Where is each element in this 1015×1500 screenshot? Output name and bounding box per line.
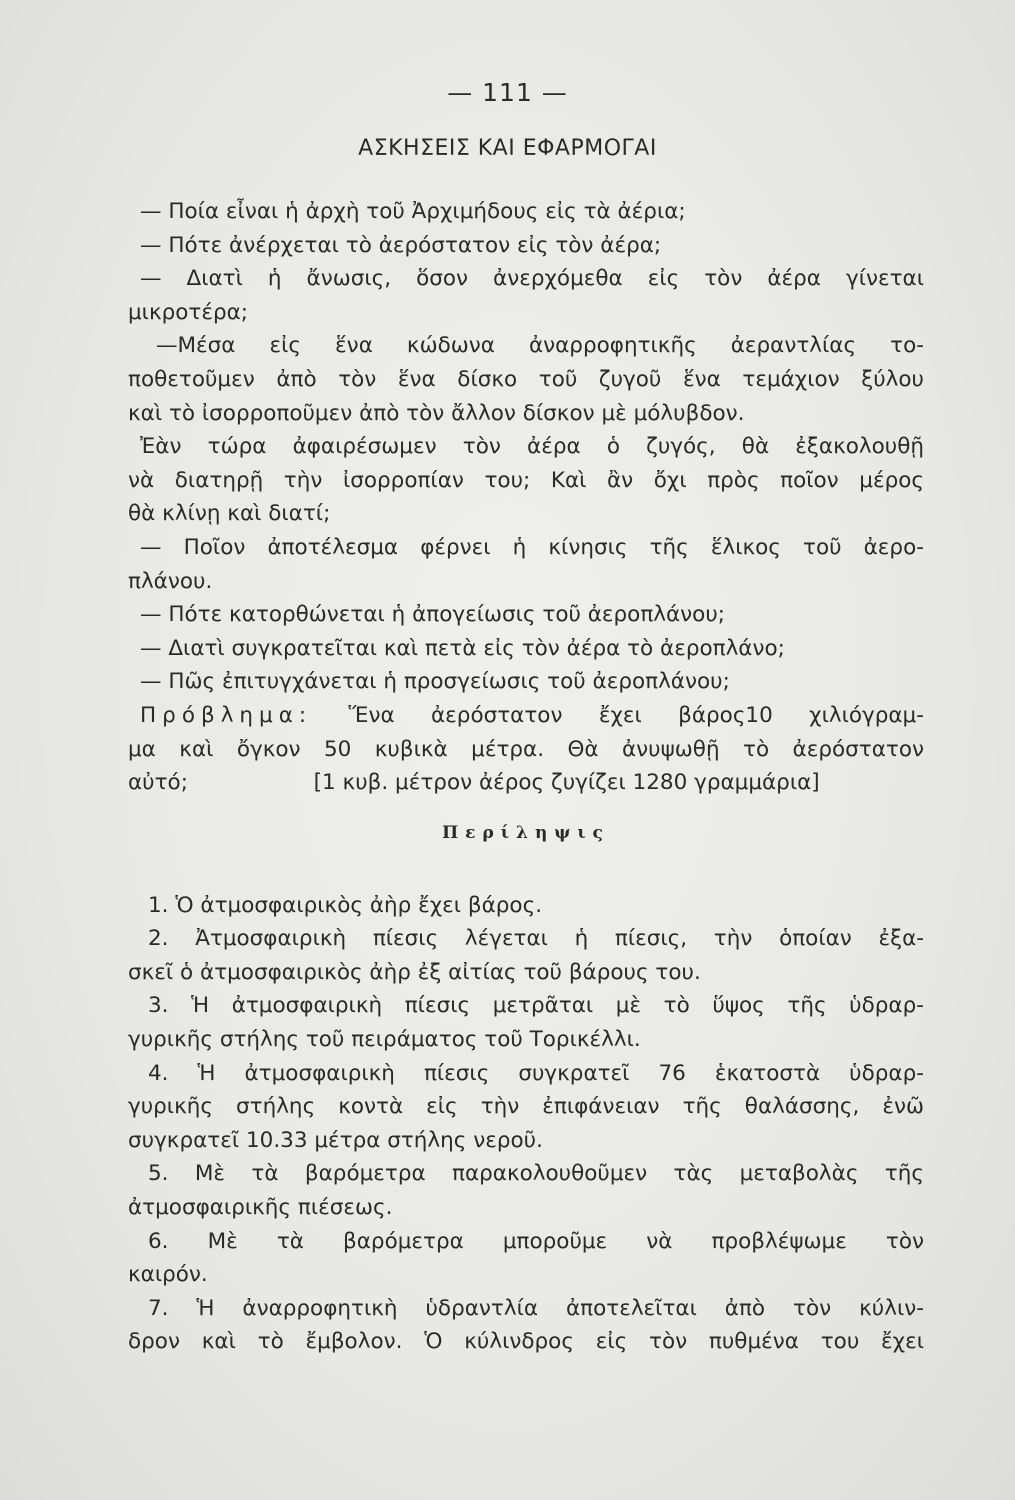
problem-note: [1 κυβ. μέτρον ἀέρος ζυγίζει 1280 γραμμάρια] (313, 770, 820, 796)
summary-line: 1. Ὁ ἀτμοσφαιρικὸς ἀὴρ ἔχει βάρος. (148, 892, 543, 918)
question-line: — Πότε ἀνέρχεται τὸ ἀερόστατον εἰς τὸν ἀέρα; (140, 232, 662, 258)
question-line: — Πῶς ἐπιτυγχάνεται ἡ προσγείωσις τοῦ ἀεροπλάνου; (140, 669, 730, 695)
problem-line-3 (128, 766, 924, 800)
question-line: Ἐὰν τώρα ἀφαιρέσωμεν τὸν ἀέρα ὁ ζυγός, θὰ ἐξακολουθῇ (140, 434, 924, 460)
problem-line-1 (128, 699, 924, 733)
question-line: πλάνου. (128, 568, 213, 594)
summary-title: Περίληψις (442, 822, 610, 843)
question-line: ποθετοῦμεν ἀπὸ τὸν ἕνα δίσκο τοῦ ζυγοῦ ἕνα τεμάχιον ξύλου (128, 366, 924, 392)
question-line: — Διατὶ ἡ ἄνωσις, ὅσον ἀνερχόμεθα εἰς τὸν ἀέρα γίνεται (140, 266, 924, 292)
problem-text: Ἕνα ἀερόστατον ἔχει βάρος10 χιλιόγραμ- (348, 702, 924, 728)
page-body (128, 195, 924, 1359)
question-line: — Ποῖον ἀποτέλεσμα φέρνει ἡ κίνησις τῆς ἕλικος τοῦ ἀερο- (140, 534, 924, 560)
problem-line-2: μα καὶ ὄγκον 50 κυβικὰ μέτρα. Θὰ ἀνυψωθῇ τὸ ἀερόστατον (128, 736, 924, 762)
summary-line: σκεῖ ὁ ἀτμοσφαιρικὸς ἀὴρ ἐξ αἰτίας τοῦ βάρους του. (128, 959, 701, 985)
question-line: — Πότε κατορθώνεται ἡ ἀπογείωσις τοῦ ἀεροπλάνου; (140, 602, 726, 628)
summary-line: καιρόν. (128, 1262, 208, 1288)
problem-label: Πρόβλημα: (140, 702, 313, 728)
summary-line: 2. Ἀτμοσφαιρικὴ πίεσις λέγεται ἡ πίεσις, τὴν ὁποίαν ἐξα- (148, 926, 924, 952)
summary-line: 7. Ἡ ἀναρροφητικὴ ὑδραντλία ἀποτελεῖται ἀπὸ τὸν κύλιν- (148, 1295, 924, 1321)
page-number: — 111 — (447, 78, 568, 107)
question-line: μικροτέρα; (128, 299, 249, 325)
question-line: νὰ διατηρῇ τὴν ἰσορροπίαν του; Καὶ ἂν ὄχι πρὸς ποῖον μέρος (128, 467, 924, 493)
summary-line: 5. Μὲ τὰ βαρόμετρα παρακολουθοῦμεν τὰς μεταβολὰς τῆς (148, 1161, 924, 1187)
summary-line: γυρικῆς στήλης κοντὰ εἰς τὴν ἐπιφάνειαν τῆς θαλάσσης, ἐνῶ (128, 1094, 924, 1120)
summary-line: δρον καὶ τὸ ἔμβολον. Ὁ κύλινδρος εἰς τὸν πυθμένα του ἔχει (128, 1329, 924, 1355)
summary-line: 4. Ἡ ἀτμοσφαιρικὴ πίεσις συγκρατεῖ 76 ἑκατοστὰ ὑδραρ- (148, 1060, 924, 1086)
problem-text: αὐτό; (128, 770, 188, 796)
question-line: — Ποία εἶναι ἡ ἀρχὴ τοῦ Ἀρχιμήδους εἰς τὰ ἀέρια; (140, 199, 686, 224)
summary-line: 3. Ἡ ἀτμοσφαιρικὴ πίεσις μετρᾶται μὲ τὸ ὕψος τῆς ὑδραρ- (148, 993, 924, 1019)
question-line: — Διατὶ συγκρατεῖται καὶ πετὰ εἰς τὸν ἀέρα τὸ ἀεροπλάνο; (140, 635, 785, 661)
summary-line: ἀτμοσφαιρικῆς πιέσεως. (128, 1195, 393, 1221)
question-line: —Μέσα εἰς ἕνα κώδωνα ἀναρροφητικῆς ἀεραντλίας το- (156, 333, 924, 359)
summary-line: 6. Μὲ τὰ βαρόμετρα μποροῦμε νὰ προβλέψωμε τὸν (148, 1228, 924, 1254)
summary-line: συγκρατεῖ 10.33 μέτρα στήλης νεροῦ. (128, 1127, 543, 1153)
question-line: καὶ τὸ ἰσορροποῦμεν ἀπὸ τὸν ἄλλον δίσκον μὲ μόλυβδον. (128, 400, 745, 426)
summary-line: γυρικῆς στήλης τοῦ πειράματος τοῦ Τορικέλλι. (128, 1027, 641, 1053)
question-line: θὰ κλίνῃ καὶ διατί; (128, 501, 331, 527)
section-heading: ΑΣΚΗΣΕΙΣ ΚΑΙ ΕΦΑΡΜΟΓΑΙ (358, 136, 657, 161)
